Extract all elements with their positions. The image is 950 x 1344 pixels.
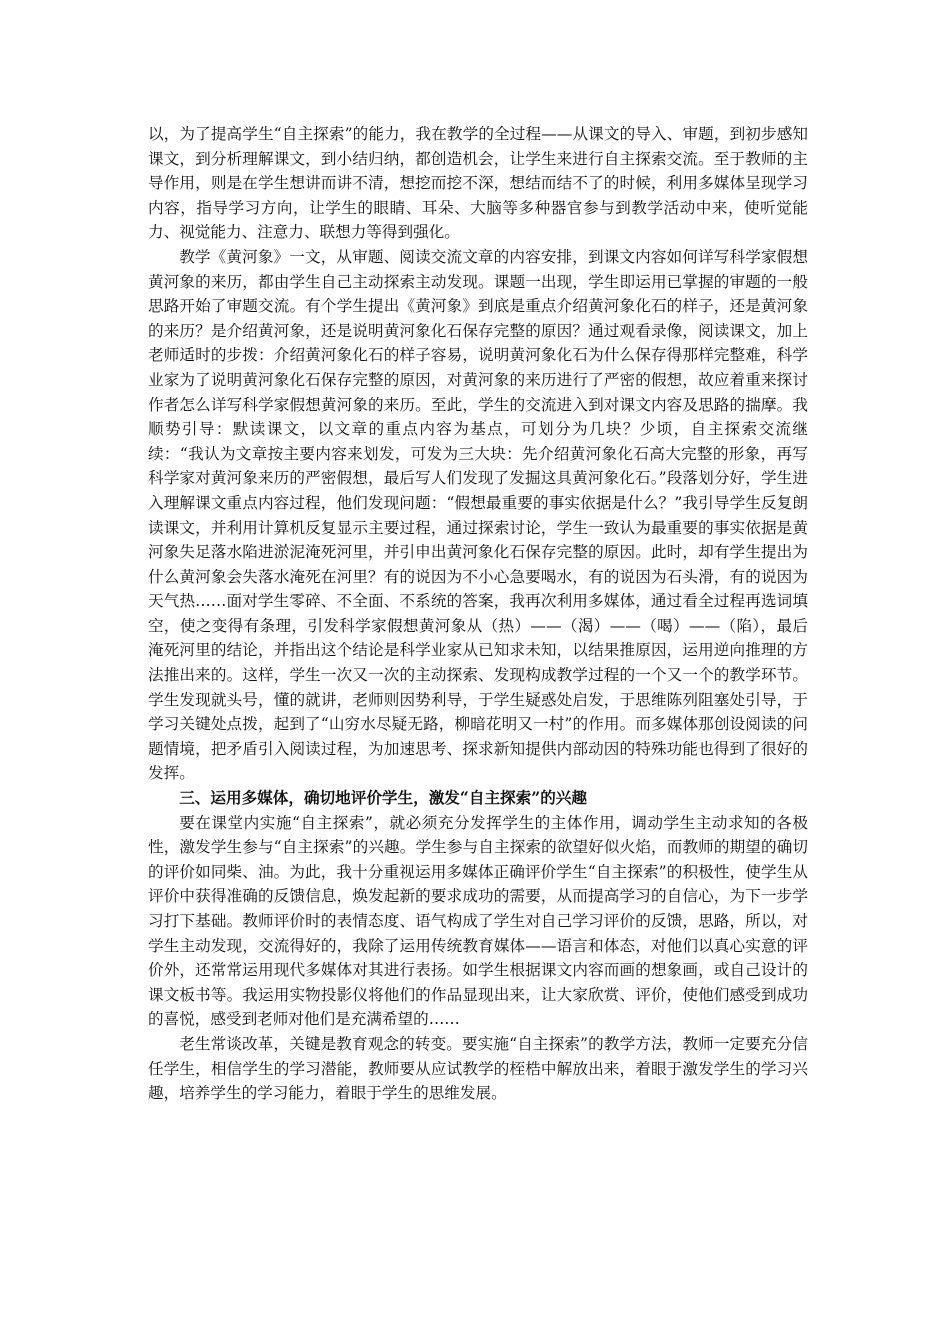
section-heading-3: 三、运用多媒体，确切地评价学生，激发“自主探索”的兴趣 (179, 788, 587, 808)
body-paragraph-huanghe-xiang: 教学《黄河象》一文，从审题、阅读交流文章的内容安排，到课文内容如何详写科学家假想黄河象的来历，都由学生自己主动探索主动发现。课题一出现，学生即运用已掌握的审题的一般思路开始了审题交流。有个学生提出《黄河象》到底是重点介绍黄河象化石的样子，还是黄河象的来历？是介绍黄河象，还是说明黄河象化石保存完整的原因？通过观看录像，阅读课文，加上老师适时的步拨：介绍黄河象化石的样子容易，说明黄河象化石为什么保存得那样完整难，科学业家为了说明黄河象化石保存完整的原因，对黄河象的来历进行了严密的假想，故应着重来探讨作者怎么详写科学家假想黄河象的来历。至此，学生的交流进入到对课文内容及思路的揣摩。我顺势引导：默读课文，以文章的重点内容为基点，可划分为几块？少顷，自主探索交流继续：“我认为文章按主要内容来划发，可发为三大块：先介绍黄河象化石高大完整的形象，再写科学家对黄河象来历的严密假想，最后写人们发现了发掘这具黄河象化石。”段落划分好，学生进入理解课文重点内容过程，他们发现问题：“假想最重要的事实依据是什么？”我引导学生反复朗读课文，并利用计算机反复显示主要过程，通过探索讨论，学生一致认为最重要的事实依据是黄河象失足落水陷进淤泥淹死河里，并引申出黄河象化石保存完整的原因。此时，却有学生提出为什么黄河象会失落水淹死在河里？有的说因为不小心急要喝水，有的说因为石头滑，有的说因为天气热……面对学生零碎、不全面、不系统的答案，我再次利用多媒体，通过看全过程再选词填空，使之变得有条理，引发科学家假想黄河象从（热）——（渴）——（喝）——（陷），最后淹死河里的结论，并指出这个结论是科学业家从已知求未知，以结果推原因，运用逆向推理的方法推出来的。这样，学生一次又一次的主动探索、发现构成教学过程的一个又一个的教学环节。学生发现就头号，懂的就讲，老师则因势利导，于学生疑惑处启发，于思维陈列阻塞处引导，于学习关键处点拨，起到了“山穷水尽疑无路，柳暗花明又一村”的作用。而多媒体那创设阅读的问题情境，把矛盾引入阅读过程，为加速思考、探求新知提供内部动因的特殊功能也得到了很好的发挥。 (148, 247, 808, 783)
document-page (148, 122, 808, 1106)
body-paragraph-continued: 以，为了提高学生“自主探索”的能力，我在教学的全过程——从课文的导入、审题，到初步感知课文，到分析理解课文，到小结归纳，都创造机会，让学生来进行自主探索交流。至于教师的主导作用，则是在学生想讲而讲不清，想挖而挖不深，想结而结不了的时候，利用多媒体呈现学习内容，指导学习方向，让学生的眼睛、耳朵、大脑等多种器官参与到教学活动中来，使听觉能力、视觉能力、注意力、联想力等得到强化。 (148, 125, 808, 242)
body-paragraph-conclusion: 老生常谈改革，关键是教育观念的转变。要实施“自主探索”的教学方法，教师一定要充分信任学生，相信学生的学习潜能，教师要从应试教学的桎梏中解放出来，着眼于激发学生的学习兴趣，培养学生的学习能力，着眼于学生的思维发展。 (148, 1034, 808, 1103)
body-paragraph-evaluation: 要在课堂内实施“自主探索”，就必须充分发挥学生的主体作用，调动学生主动求知的各极性，激发学生参与“自主探索”的兴趣。学生参与自主探索的欲望好似火焰，而教师的期望的确切的评价如同柴、油。为此，我十分重视运用多媒体正确评价学生“自主探索”的积极性，使学生从评价中获得准确的反馈信息，焕发起新的要求成功的需要，从而提高学习的自信心，为下一步学习打下基础。教师评价时的表情态度、语气构成了学生对自己学习评价的反馈，思路，所以，对学生主动发现，交流得好的，我除了运用传统教育媒体——语言和体态，对他们以真心实意的评价外，还常常运用现代多媒体对其进行表扬。如学生根据课文内容而画的想象画，或自己设计的课文板书等。我运用实物投影仪将他们的作品显现出来，让大家欣赏、评价，使他们感受到成功的喜悦，感受到老师对他们是充满希望的…… (148, 813, 808, 1029)
